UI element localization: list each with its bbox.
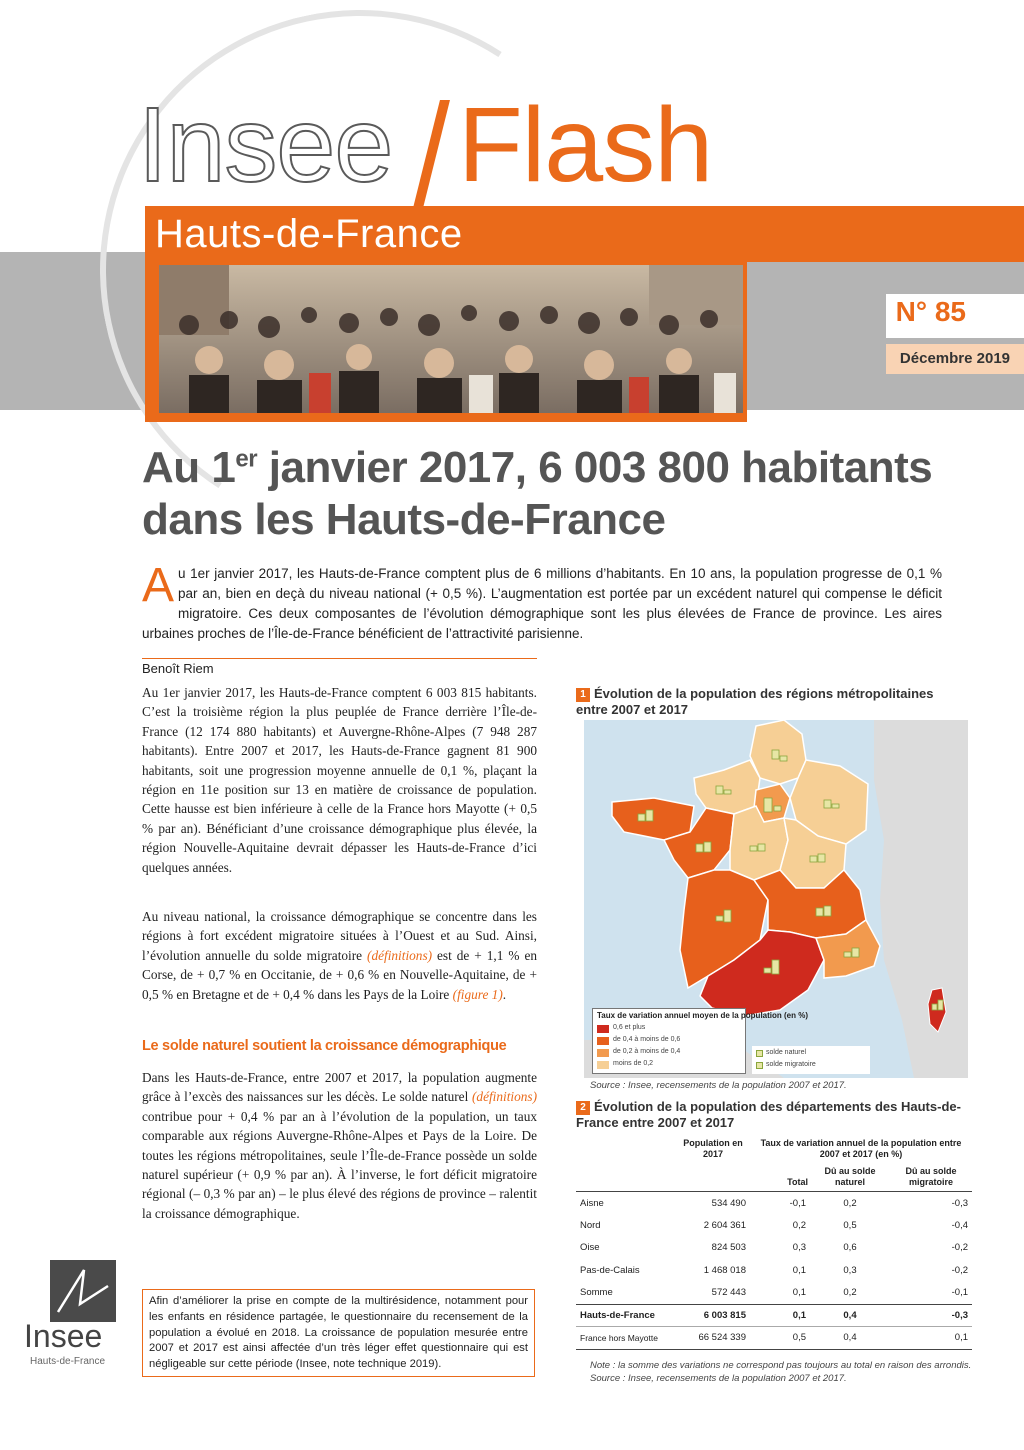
figure-1-link[interactable]: (figure 1)	[452, 986, 503, 1002]
figure-2-number: 2	[576, 1101, 590, 1115]
lead-paragraph: Au 1er janvier 2017, les Hauts-de-France comptent plus de 6 millions d’habitants. En 10 ans, la population progresse de 0,1 % par an, bien en deçà du niveau national (+ 0,5 %). L’augmentation est portée par un excédent naturel qui compense le déficit migratoire. Ces deux composantes de l’évolution démographique sont les plus élevées de France de province. Les aires urbaines proches de l’Île-de-France bénéficient de l’attractivité parisienne.	[142, 559, 942, 641]
legend-label-4: moins de 0,2	[613, 1060, 654, 1067]
col-total: Total	[750, 1163, 810, 1192]
figure-1-number: 1	[576, 688, 590, 702]
region-banner	[145, 206, 1024, 262]
insee-logo-region: Hauts-de-France	[30, 1356, 106, 1367]
legend-swatch-4	[597, 1061, 609, 1069]
col-rate: Taux de variation annuel de la population entre 2007 et 2017 (en %)	[760, 1138, 962, 1159]
section-subhead: Le solde naturel soutient la croissance démographique	[142, 1038, 507, 1054]
figure-2-note: Note : la somme des variations ne correspond pas toujours au total en raison des arrondis.	[590, 1360, 972, 1371]
insee-logo-swoosh	[50, 1260, 116, 1322]
table-row: Nord 2 604 361 0,2 0,5 -0,4	[580, 1219, 968, 1231]
table-row: Aisne 534 490 -0,1 0,2 -0,3	[580, 1197, 968, 1209]
cover-photo-frame	[145, 262, 747, 422]
body-paragraph-2: Au niveau national, la croissance démographique se concentre dans les régions à fort excédent migratoire situées à l’Ouest et au Sud. Ainsi, l’évolution annuelle du solde migratoire (définitions) est de + 1,1 % en Corse, de + 0,7 % en Occitanie, de + 0,6 % en Nouvelle-Aquitaine, de + 0,5 % en Bretagne et de + 0,4 % dans les Pays de la Loire (figure 1).	[142, 909, 537, 1002]
methodology-note-box: Afin d’améliorer la prise en compte de la multirésidence, notamment pour les enfants en résidence partagée, le questionnaire du recensement de la population a évolué en 2018. La croissance de population mesurée entre 2007 et 2017 est ainsi affectée d’un très léger effet questionnaire qui est négligeable sur cette période (Insee, note technique 2019).	[142, 1289, 535, 1377]
brand-insee: Insee	[138, 86, 393, 204]
legend-title: Taux de variation annuel moyen de la population (en %)	[597, 1011, 808, 1020]
legend-label-3: de 0,2 à moins de 0,4	[613, 1048, 681, 1055]
table-row-region-total: Hauts-de-France 6 003 815 0,1 0,4 -0,3	[576, 1304, 972, 1327]
legend-bar-swatch-1	[756, 1050, 763, 1057]
crowd-illustration	[159, 265, 743, 413]
issue-number-box	[886, 294, 1024, 338]
insee-logo-icon	[50, 1260, 116, 1322]
legend-bar-swatch-2	[756, 1062, 763, 1069]
legend-label-2: de 0,4 à moins de 0,6	[613, 1036, 681, 1043]
col-migratory: Dû au solde migratoire	[890, 1163, 972, 1192]
table-row: Pas-de-Calais 1 468 018 0,1 0,3 -0,2	[580, 1264, 968, 1276]
author: Benoît Riem	[142, 658, 537, 676]
legend-swatch-1	[597, 1025, 609, 1033]
table-row-france: France hors Mayotte 66 524 339 0,5 0,4 0,1	[576, 1327, 972, 1350]
body-paragraph-1: Au 1er janvier 2017, les Hauts-de-France comptent 6 003 815 habitants. C’est la troisième région la plus peuplée de France derrière l’Île-de-France (12 174 880 habitants) et Auvergne-Rhône-Alpes (7 948 287 habitants). Entre 2007 et 2017, les Hauts-de-France gagnent 81 900 habitants, soit une progression moyenne annuelle de 0,1 %, plaçant la région en 11e position sur 13 en matière de croissance de population. Cette hausse est bien inférieure à celle de la France hors Mayotte (+ 0,5 % par an). Bénéficiant d’une croissance démographique plus élevée, la région Nouvelle-Aquitaine devrait dépasser les Hauts-de-France d’ici quelques années.	[142, 685, 537, 875]
region-name: Hauts-de-France	[155, 212, 463, 256]
definitions-link-2[interactable]: (définitions)	[472, 1089, 537, 1105]
legend-label-1: 0,6 et plus	[613, 1024, 646, 1031]
issue-date-box	[886, 344, 1024, 374]
col-natural: Dû au solde naturel	[810, 1163, 890, 1192]
legend-bar-label-2: solde migratoire	[766, 1061, 816, 1068]
table-row: Somme 572 443 0,1 0,2 -0,1	[580, 1287, 968, 1298]
drop-cap: A	[142, 559, 175, 612]
body-paragraph-3: Dans les Hauts-de-France, entre 2007 et 2017, la population augmente grâce à l’excès des naissances sur les décès. Le solde naturel (définitions) contribue pour + 0,4 % par an à l’évolution de la population, un taux comparable aux régions Auvergne-Rhône-Alpes et Pays de la Loire. De toutes les régions métropolitaines, seule l’Île-de-France possède un solde naturel supérieur (+ 0,9 % par an). À l’inverse, le fort déficit migratoire régional (– 0,3 % par an) – le plus élevé des régions de province – ralentit la croissance démographique.	[142, 1070, 537, 1221]
definitions-link[interactable]: (définitions)	[367, 947, 433, 963]
article-title: Au 1er janvier 2017, 6 003 800 habitants dans les Hauts-de-France	[142, 443, 933, 544]
figure-1-source: Source : Insee, recensements de la population 2007 et 2017.	[590, 1080, 847, 1091]
col-population: Population en 2017	[683, 1138, 743, 1159]
figure-1-title: 1 Évolution de la population des régions métropolitaines entre 2007 et 2017	[576, 686, 934, 717]
population-table	[576, 1135, 972, 1350]
figure-2-source: Source : Insee, recensements de la population 2007 et 2017.	[590, 1373, 847, 1384]
map-legend-bars	[752, 1046, 870, 1074]
legend-bar-label-1: solde naturel	[766, 1049, 807, 1056]
brand-flash: Flash	[458, 86, 713, 204]
table-row: Oise 824 503 0,3 0,6 -0,2	[580, 1242, 968, 1254]
crowd-photo	[159, 265, 743, 413]
legend-swatch-3	[597, 1049, 609, 1057]
insee-logo-wordmark: Insee	[24, 1318, 103, 1354]
issue-date: Décembre 2019	[899, 350, 1010, 367]
legend-swatch-2	[597, 1037, 609, 1045]
issue-number: N° 85	[895, 296, 966, 327]
figure-2-title: 2 Évolution de la population des départements des Hauts-de-France entre 2007 et 2017	[576, 1099, 961, 1130]
